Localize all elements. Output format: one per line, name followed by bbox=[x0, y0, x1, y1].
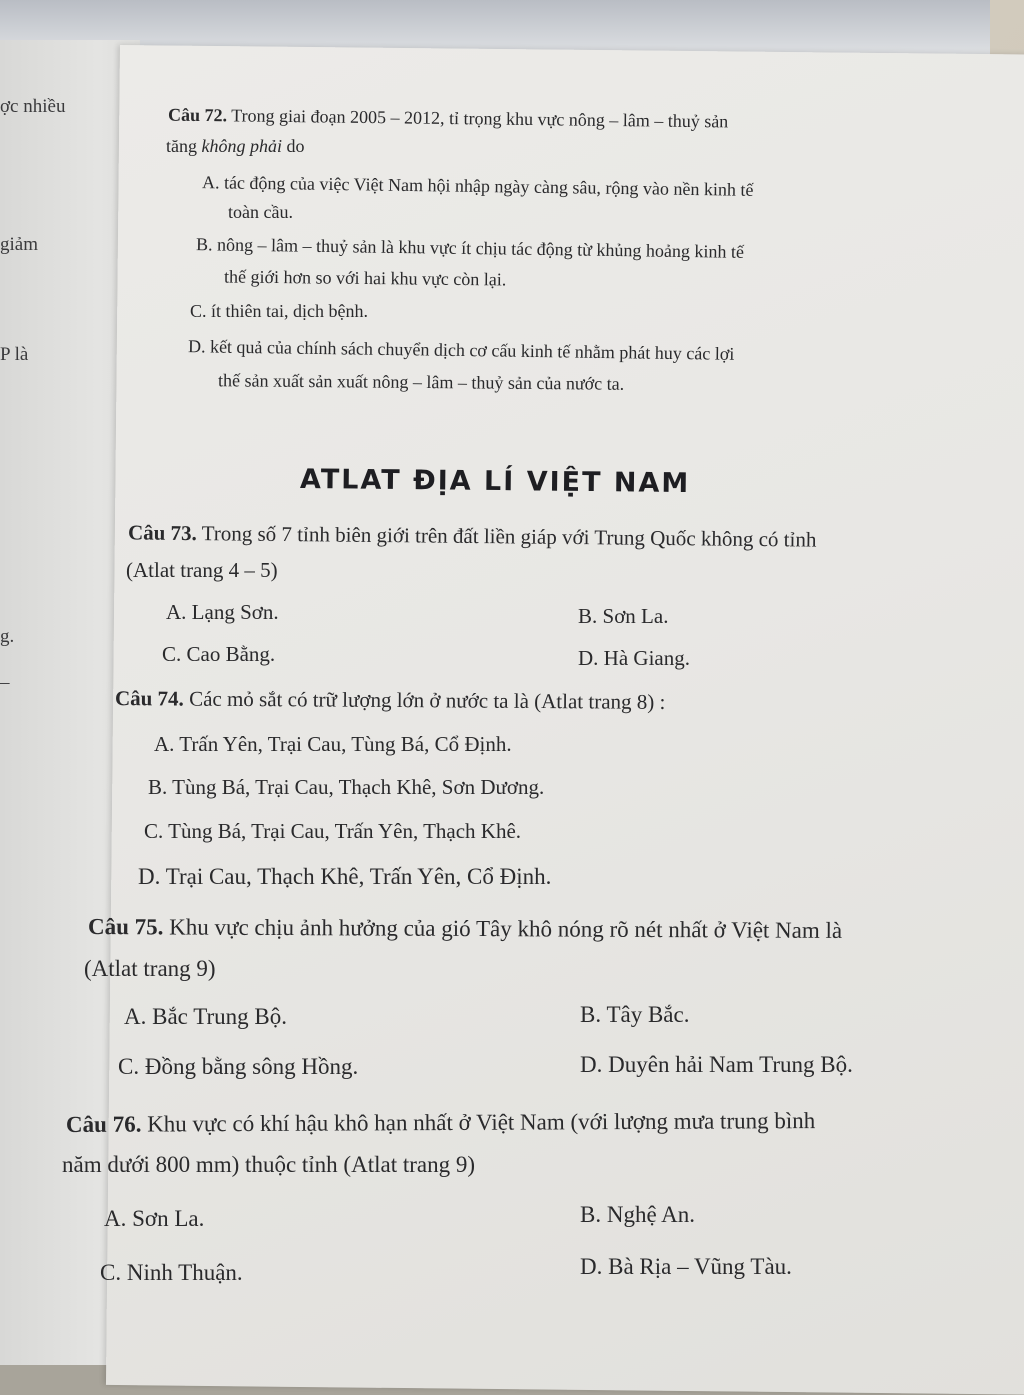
option-c bbox=[162, 642, 275, 667]
question-number: Câu 72. bbox=[167, 104, 228, 126]
option-label: B. bbox=[578, 604, 598, 628]
option-d bbox=[580, 1052, 853, 1078]
question-text-line bbox=[166, 136, 305, 157]
option-label: B. bbox=[580, 1002, 602, 1027]
option-label: B. bbox=[580, 1202, 602, 1227]
option-text: ít thiên tai, dịch bệnh. bbox=[211, 301, 368, 321]
option-d bbox=[580, 1254, 792, 1280]
option-a-cont: toàn cầu. bbox=[228, 202, 293, 222]
question-number: Câu 74. bbox=[114, 686, 184, 711]
option-c bbox=[100, 1260, 243, 1286]
question-number: Câu 76. bbox=[65, 1111, 142, 1137]
option-text: Nghệ An. bbox=[606, 1202, 696, 1227]
section-heading: ATLAT ĐỊA LÍ VIỆT NAM bbox=[299, 463, 691, 500]
option-label: A. bbox=[104, 1206, 127, 1231]
option-label: C. bbox=[162, 642, 182, 666]
question-number: Câu 73. bbox=[127, 520, 198, 546]
option-b bbox=[196, 234, 744, 263]
question-text-line bbox=[115, 686, 666, 715]
option-text: Sơn La. bbox=[132, 1206, 205, 1231]
option-text: Lạng Sơn. bbox=[191, 600, 279, 624]
option-text: Bắc Trung Bộ. bbox=[152, 1004, 287, 1029]
left-fragment-3: P là bbox=[0, 344, 29, 365]
question-text-line bbox=[66, 1108, 815, 1138]
option-label: B. bbox=[148, 775, 168, 799]
option-text: Tùng Bá, Trại Cau, Trấn Yên, Thạch Khê. bbox=[168, 819, 522, 843]
option-c bbox=[144, 819, 521, 844]
option-text: Trấn Yên, Trại Cau, Tùng Bá, Cổ Định. bbox=[179, 732, 512, 756]
question-text: Trong giai đoạn 2005 – 2012, tỉ trọng khu vực nông – lâm – thuỷ sản bbox=[231, 105, 729, 132]
option-label: C. bbox=[190, 301, 207, 321]
option-label: A. bbox=[124, 1004, 147, 1029]
left-fragment-5: – bbox=[0, 672, 10, 693]
option-label: C. bbox=[100, 1260, 122, 1285]
question-emphasis: không phải bbox=[201, 136, 282, 156]
question-text-line bbox=[128, 520, 817, 552]
option-text: Trại Cau, Thạch Khê, Trấn Yên, Cổ Định. bbox=[165, 864, 552, 889]
question-text: Khu vực có khí hậu khô hạn nhất ở Việt Nam (với lượng mưa trung bình bbox=[147, 1108, 816, 1137]
option-label: A. bbox=[166, 600, 187, 624]
question-text: do bbox=[282, 136, 305, 156]
left-fragment-2: giảm bbox=[0, 234, 38, 255]
option-text: tác động của việc Việt Nam hội nhập ngày càng sâu, rộng vào nền kinh tế bbox=[223, 172, 754, 200]
option-b-cont: thế giới hơn so với hai khu vực còn lại. bbox=[223, 266, 507, 290]
option-d bbox=[578, 646, 690, 671]
option-b bbox=[148, 775, 544, 800]
option-label: D. bbox=[187, 336, 206, 357]
question-number: Câu 75. bbox=[87, 914, 164, 940]
question-text: Trong số 7 tỉnh biên giới trên đất liền giáp với Trung Quốc không có tỉnh bbox=[201, 521, 817, 552]
option-d bbox=[138, 864, 551, 890]
option-label: C. bbox=[118, 1054, 140, 1079]
option-a bbox=[154, 732, 512, 757]
left-fragment-1: ợc nhiều bbox=[0, 96, 66, 117]
option-d bbox=[188, 336, 735, 365]
option-text: Tây Bắc. bbox=[606, 1002, 690, 1027]
option-label: A. bbox=[201, 172, 220, 193]
option-a bbox=[124, 1004, 287, 1030]
option-b bbox=[580, 1002, 689, 1028]
question-text-line bbox=[168, 105, 728, 133]
option-label: A. bbox=[154, 732, 175, 756]
option-text: Duyên hải Nam Trung Bộ. bbox=[608, 1052, 853, 1077]
option-label: C. bbox=[144, 819, 164, 843]
option-text: Sơn La. bbox=[602, 604, 669, 628]
option-label: B. bbox=[195, 234, 213, 255]
question-text-line bbox=[88, 914, 842, 944]
question-text: tăng bbox=[166, 136, 202, 156]
question-text-line: (Atlat trang 9) bbox=[84, 956, 216, 981]
option-a bbox=[166, 600, 279, 625]
option-text: Bà Rịa – Vũng Tàu. bbox=[608, 1254, 792, 1279]
option-label: D. bbox=[580, 1052, 603, 1077]
option-label: D. bbox=[138, 864, 161, 889]
option-c bbox=[118, 1054, 358, 1080]
option-text: Đồng bằng sông Hồng. bbox=[144, 1054, 359, 1079]
question-text: Khu vực chịu ảnh hưởng của gió Tây khô nóng rõ nét nhất ở Việt Nam là bbox=[169, 914, 843, 943]
left-fragment-4: g. bbox=[0, 626, 15, 647]
option-text: Cao Bằng. bbox=[186, 642, 276, 666]
option-text: nông – lâm – thuỷ sản là khu vực ít chịu tác động từ khủng hoảng kinh tế bbox=[216, 234, 745, 262]
question-text-line: năm dưới 800 mm) thuộc tỉnh (Atlat trang 9) bbox=[62, 1152, 476, 1177]
option-b bbox=[580, 1202, 695, 1228]
option-text: kết quả của chính sách chuyển dịch cơ cấu kinh tế nhằm phát huy các lợi bbox=[209, 336, 735, 364]
option-d-cont: thế sản xuất sản xuất nông – lâm – thuỷ sản của nước ta. bbox=[217, 370, 625, 394]
option-a bbox=[104, 1206, 204, 1232]
question-text-line: (Atlat trang 4 – 5) bbox=[126, 558, 278, 582]
option-c bbox=[190, 301, 368, 322]
option-label: D. bbox=[580, 1254, 603, 1279]
option-text: Hà Giang. bbox=[603, 646, 690, 670]
question-text: Các mỏ sắt có trữ lượng lớn ở nước ta là (Atlat trang 8) : bbox=[189, 686, 666, 714]
option-label: D. bbox=[578, 646, 599, 670]
option-text: Ninh Thuận. bbox=[126, 1260, 243, 1285]
option-b bbox=[578, 604, 668, 629]
option-text: Tùng Bá, Trại Cau, Thạch Khê, Sơn Dương. bbox=[172, 775, 545, 799]
option-a bbox=[202, 172, 754, 201]
